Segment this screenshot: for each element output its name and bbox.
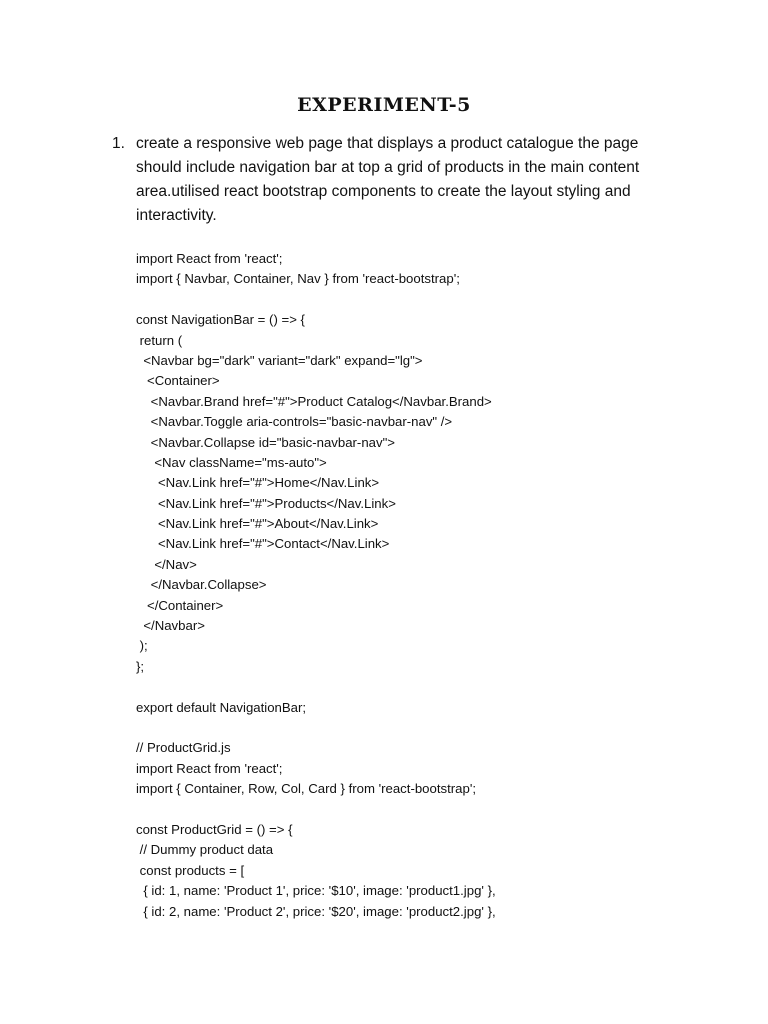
code-line bbox=[136, 677, 736, 697]
code-line: <Navbar.Brand href="#">Product Catalog</Navbar.Brand> bbox=[136, 393, 492, 409]
code-line: </Navbar.Collapse> bbox=[136, 577, 267, 593]
code-line: <Nav.Link href="#">About</Nav.Link> bbox=[136, 516, 379, 532]
code-line: // ProductGrid.js bbox=[136, 740, 231, 756]
code-line: return ( bbox=[136, 332, 183, 348]
code-line: }; bbox=[136, 658, 145, 674]
code-line: { id: 2, name: 'Product 2', price: '$20', image: 'product2.jpg' }, bbox=[136, 903, 496, 919]
question-item bbox=[112, 132, 682, 228]
code-line: import React from 'react'; bbox=[136, 251, 283, 266]
code-line: import React from 'react'; bbox=[136, 760, 283, 776]
code-line: </Navbar> bbox=[136, 618, 205, 634]
code-line: <Navbar.Collapse id="basic-navbar-nav"> bbox=[136, 434, 395, 450]
code-line: import { Container, Row, Col, Card } from 'react-bootstrap'; bbox=[136, 781, 476, 797]
code-line bbox=[136, 718, 736, 738]
code-line: <Navbar bg="dark" variant="dark" expand="lg"> bbox=[136, 352, 423, 368]
code-line: // Dummy product data bbox=[136, 842, 274, 858]
code-line: import { Navbar, Container, Nav } from 'react-bootstrap'; bbox=[136, 271, 460, 287]
question-number: 1. bbox=[112, 135, 125, 152]
code-line: const NavigationBar = () => { bbox=[136, 312, 305, 328]
code-line: </Container> bbox=[136, 597, 224, 613]
document-title: EXPERIMENT-5 bbox=[297, 94, 471, 116]
code-block bbox=[136, 249, 736, 922]
code-line: <Navbar.Toggle aria-controls="basic-navbar-nav" /> bbox=[136, 414, 453, 430]
code-line: </Nav> bbox=[136, 556, 197, 572]
code-line: ); bbox=[136, 638, 148, 654]
code-line: <Nav className="ms-auto"> bbox=[136, 454, 327, 470]
code-line bbox=[136, 800, 736, 820]
code-line: <Nav.Link href="#">Contact</Nav.Link> bbox=[136, 536, 390, 552]
code-line: const products = [ bbox=[136, 862, 245, 878]
code-line: <Nav.Link href="#">Products</Nav.Link> bbox=[136, 495, 396, 511]
question-text: create a responsive web page that displays a product catalogue the page should include navigation bar at top a grid of products in the main content area.utilised react bootstrap components to create the layout styling and interactivity. bbox=[136, 135, 640, 224]
code-line bbox=[136, 290, 736, 310]
code-line: const ProductGrid = () => { bbox=[136, 821, 293, 837]
code-line: <Nav.Link href="#">Home</Nav.Link> bbox=[136, 475, 380, 491]
code-line: <Container> bbox=[136, 373, 220, 389]
code-line: export default NavigationBar; bbox=[136, 699, 307, 715]
code-line: { id: 1, name: 'Product 1', price: '$10', image: 'product1.jpg' }, bbox=[136, 883, 496, 899]
